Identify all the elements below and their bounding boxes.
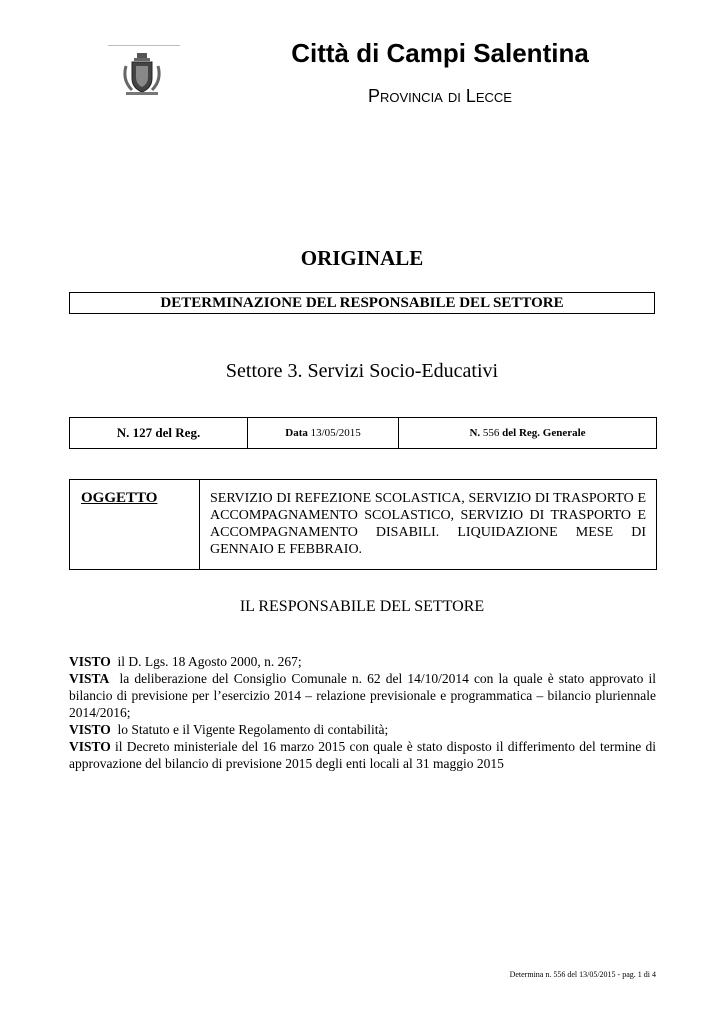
general-register-suffix: del Reg. Generale: [502, 427, 586, 439]
clause: [69, 653, 656, 670]
city-name: Città di Campi Salentina: [291, 38, 589, 68]
clause: [69, 670, 656, 721]
document-type: ORIGINALE: [300, 246, 424, 270]
general-register-cell: [399, 418, 656, 448]
preamble-clauses: [69, 653, 656, 772]
register-number-prefix: N.: [116, 425, 130, 440]
responsabile-heading: IL RESPONSABILE DEL SETTORE: [239, 598, 485, 615]
page-footer: Determina n. 556 del 13/05/2015 - pag. 1 di 4: [509, 970, 656, 979]
clause: [69, 738, 656, 772]
subject-label: OGGETTO: [70, 480, 200, 569]
subject-text: SERVIZIO DI REFEZIONE SCOLASTICA, SERVIZIO DI TRASPORTO E ACCOMPAGNAMENTO SCOLASTICO, SERVIZIO DI TRASPORTO E ACCOMPAGNAMENTO DISABILI. LIQUIDAZIONE MESE DI GENNAIO E FEBBRAIO.: [210, 491, 646, 557]
header-rule: [108, 45, 180, 46]
sector-title: Settore 3. Servizi Socio-Educativi: [225, 360, 499, 382]
date-value: 13/05/2015: [310, 427, 361, 439]
subject-box: [69, 479, 657, 570]
clause-keyword: VISTO: [69, 654, 111, 669]
city-crest-icon: [118, 50, 166, 98]
province-name: Provincia di Lecce: [368, 86, 512, 106]
register-number-suffix: del Reg.: [155, 425, 201, 440]
clause-text: lo Statuto e il Vigente Regolamento di contabilità;: [117, 722, 389, 737]
register-table: [69, 417, 657, 449]
determination-title: DETERMINAZIONE DEL RESPONSABILE DEL SETTORE: [69, 292, 655, 314]
clause: [69, 721, 656, 738]
clause-keyword: VISTO: [69, 722, 111, 737]
date-label: Data: [285, 427, 308, 439]
clause-text: il D. Lgs. 18 Agosto 2000, n. 267;: [117, 654, 302, 669]
register-number: 127: [132, 425, 153, 440]
clause-keyword: VISTO: [69, 739, 111, 754]
general-register-number: 556: [482, 427, 500, 439]
clause-keyword: VISTA: [69, 671, 110, 686]
general-register-prefix: N.: [469, 427, 481, 439]
register-date-cell: [248, 418, 399, 448]
clause-text: la deliberazione del Consiglio Comunale n. 62 del 14/10/2014 con la quale è stato approvato il bilancio di previsione per l’esercizio 2014 – relazione previsionale e programmatica – bilancio pluriennale 2014/2016;: [69, 671, 656, 720]
clause-text: il Decreto ministeriale del 16 marzo 2015 con quale è stato disposto il differimento del termine di approvazione del bilancio di previsione 2015 degli enti locali al 31 maggio 2015: [69, 739, 657, 771]
register-number-cell: [70, 418, 248, 448]
